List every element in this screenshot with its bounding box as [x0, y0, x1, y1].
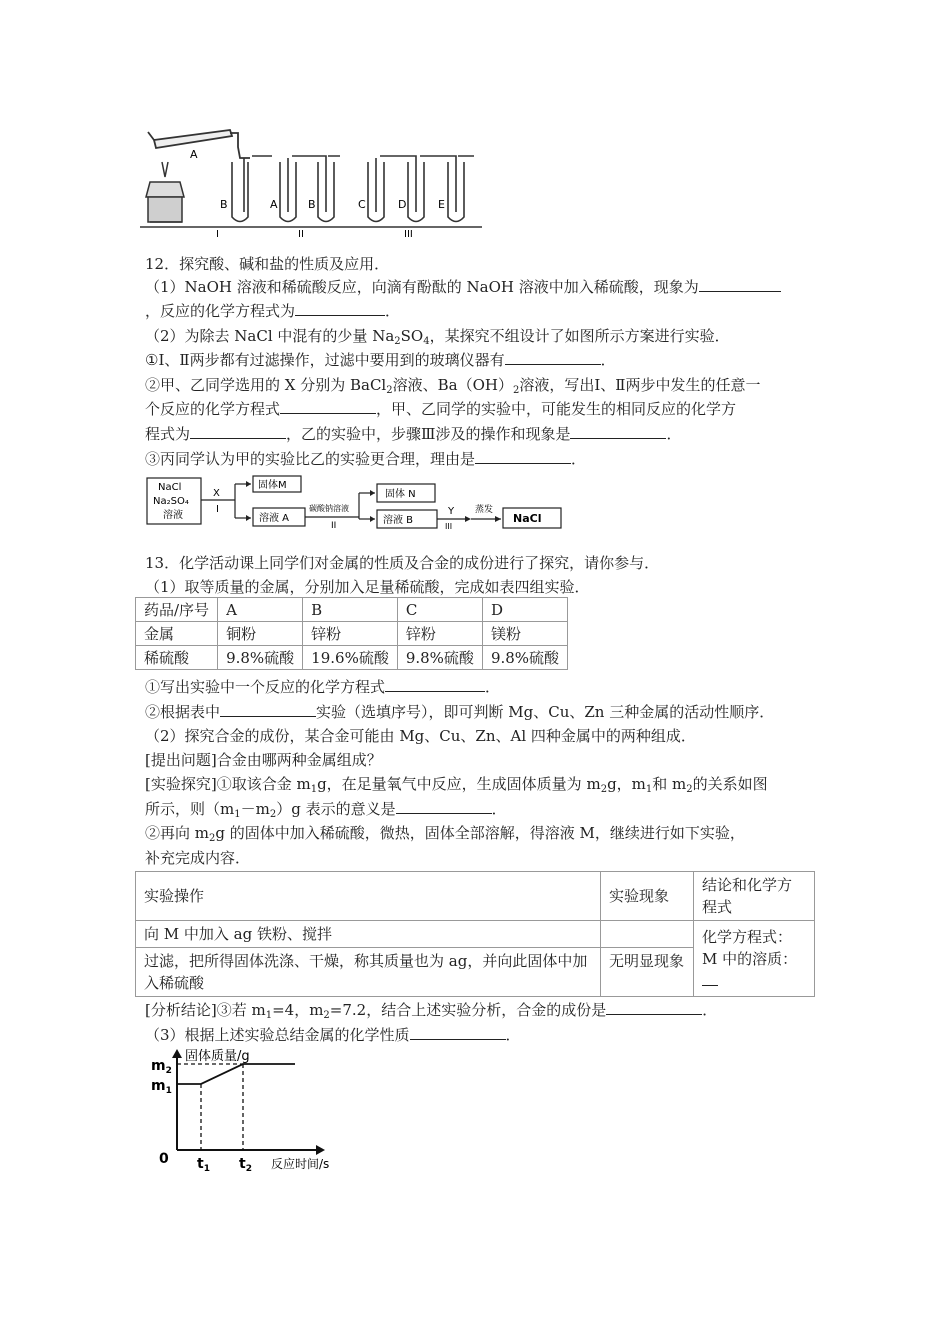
answer-blank[interactable] [385, 677, 485, 692]
table-cell: 药品/序号 [136, 598, 218, 622]
flow-start-na2so4: Na₂SO₄ [153, 496, 189, 507]
apparatus-label-b1: B [220, 198, 228, 211]
table-cell[interactable] [601, 921, 694, 948]
flow-evaporate: 蒸发 [475, 505, 494, 515]
q13-title: 13．化学活动课上同学们对金属的性质及合金的成份进行了探究，请你参与． [145, 554, 660, 572]
table-cell: 镁粉 [482, 622, 567, 646]
q13-question: [提出问题]合金由哪两种金属组成？ [145, 751, 382, 769]
apparatus-label-b2: B [308, 198, 316, 211]
apparatus-label-a1: A [190, 148, 198, 161]
origin-label: 0 [159, 1151, 169, 1167]
table-cell: 9.8%硫酸 [482, 646, 567, 670]
table-cell: B [303, 598, 398, 622]
table-header-phenomenon: 实验现象 [601, 872, 694, 921]
table-row [136, 622, 568, 646]
table-header-operation: 实验操作 [136, 872, 601, 921]
flow-solution-b: 溶液 B [383, 515, 414, 526]
flow-start-nacl: NaCl [158, 482, 182, 493]
answer-blank[interactable] [190, 424, 286, 439]
flow-solution-a: 溶液 A [259, 513, 290, 524]
table-cell: D [482, 598, 567, 622]
flow-end-nacl: NaCl [513, 512, 542, 525]
q12-title: 12．探究酸、碱和盐的性质及应用． [145, 255, 390, 273]
table-cell: 9.8%硫酸 [397, 646, 482, 670]
mass-time-graph [143, 1046, 371, 1176]
table-cell: 9.8%硫酸 [218, 646, 303, 670]
x-axis-arrow [316, 1145, 325, 1155]
apparatus-label-c: C [358, 198, 366, 211]
answer-blank[interactable] [570, 424, 666, 439]
flow-solid-n: 固体 N [385, 489, 416, 500]
q12-sub2-line2: 个反应的化学方程式 ，甲、乙同学的实验中，可能发生的相同反应的化学方 [145, 400, 737, 418]
answer-blank[interactable] [475, 449, 571, 464]
q13-explore2-line2: 补充完成内容． [145, 849, 251, 867]
apparatus-label-a2: A [270, 198, 278, 211]
table-cell: 锌粉 [397, 622, 482, 646]
q13-part1: （1）取等质量的金属，分别加入足量稀硫酸，完成如表四组实验． [145, 578, 590, 596]
table-cell-conclusion [694, 921, 815, 997]
q12-part1-line1: （1）NaOH 溶液和稀硫酸反应，向滴有酚酞的 NaOH 溶液中加入稀硫酸，现象为 [145, 277, 781, 297]
table-cell: 19.6%硫酸 [303, 646, 398, 670]
table-cell: A [218, 598, 303, 622]
apparatus-figure [140, 122, 482, 238]
stage-label-3: III [404, 229, 413, 238]
answer-blank[interactable] [699, 277, 781, 292]
flow-solid-m: 固体M [258, 480, 287, 491]
q13-a2: ②根据表中 实验（选填序号），即可判断 Mg、Cu、Zn 三种金属的活动性顺序． [145, 703, 775, 721]
q12-sub3: ③丙同学认为甲的实验比乙的实验更合理，理由是 ． [145, 450, 587, 468]
stage-label-1: I [216, 229, 219, 238]
conclusion-solute: M 中的溶质： [702, 948, 806, 992]
table-cell: 金属 [136, 622, 218, 646]
table-row [136, 646, 568, 670]
experiment-table [135, 871, 815, 997]
q13-explore2-line1: ②再向 $m_2g$ 的固体中加入稀硫酸，微热，固体全部溶解，得溶液 M，继续进行如下实验， [145, 824, 745, 844]
q13-conclusion: [分析结论]③若 $m_1=4$，$m_2=7.2$，结合上述实验分析，合金的成份是 ． [145, 1001, 718, 1021]
conclusion-equation: 化学方程式： [702, 927, 793, 946]
table-cell: 稀硫酸 [136, 646, 218, 670]
table-row [136, 598, 568, 622]
apparatus-label-d: D [398, 198, 407, 211]
q13-part3: （3）根据上述实验总结金属的化学性质 ． [145, 1026, 521, 1044]
q12-sub1: ①Ⅰ、Ⅱ两步都有过滤操作，过滤中要用到的玻璃仪器有 ． [145, 351, 616, 369]
table-cell: 向 M 中加入 ag 铁粉、搅拌 [136, 921, 601, 948]
metal-table [135, 597, 568, 670]
table-header-conclusion: 结论和化学方程式 [694, 872, 815, 921]
table-cell: 铜粉 [218, 622, 303, 646]
y-axis-label: 固体质量/g [185, 1049, 250, 1064]
x-axis-label: 反应时间/s [271, 1157, 330, 1171]
flow-diagram [145, 474, 565, 530]
table-cell: 锌粉 [303, 622, 398, 646]
table-cell: C [397, 598, 482, 622]
answer-blank[interactable] [220, 702, 316, 717]
q12-sub2-line1: ②甲、乙同学选用的 X 分别为 BaCl$_2$溶液、$Ba(OH)_2$溶液，写出Ⅰ、Ⅱ两步中发生的任意一 [145, 376, 761, 396]
answer-blank[interactable] [606, 1000, 702, 1015]
flow-step3: III [445, 522, 453, 530]
t2-label: $t_2$ [239, 1156, 252, 1174]
table-row [136, 872, 815, 921]
mass-curve [177, 1064, 295, 1084]
flow-step2: II [331, 521, 337, 530]
answer-blank[interactable] [396, 799, 492, 814]
y-axis-arrow [172, 1049, 182, 1058]
q12-sub2-line3: 程式为 ，乙的实验中，步骤Ⅲ涉及的操作和现象是 ． [145, 425, 682, 443]
answer-blank[interactable] [505, 350, 601, 365]
m2-label: $m_2$ [151, 1058, 172, 1076]
answer-blank[interactable] [410, 1025, 506, 1040]
q13-explore-line2: 所示，则$(m_1-m_2)g$ 表示的意义是 ． [145, 800, 507, 820]
t1-label: $t_1$ [197, 1156, 210, 1174]
q12-part1-line2: ，反应的化学方程式为 ． [145, 302, 401, 320]
flow-step1: I [216, 504, 219, 515]
q13-explore-line1: [实验探究]①取该合金 $m_1g$，在足量氧气中反应，生成固体质量为 $m_2g$，$m_1$和 $m_2$的关系如图 [145, 775, 768, 795]
q13-a1: ①写出实验中一个反应的化学方程式 ． [145, 678, 501, 696]
flow-x-label: X [213, 488, 220, 499]
flow-start-solution: 溶液 [163, 510, 183, 521]
table-cell: 无明显现象 [601, 948, 694, 997]
m1-label: $m_1$ [151, 1078, 172, 1096]
stage-label-2: II [298, 229, 304, 238]
apparatus-label-e: E [438, 198, 445, 211]
flow-reagent: 碳酸钠溶液 [309, 504, 349, 513]
q13-part2: （2）探究合金的成份，某合金可能由 Mg、Cu、Zn、Al 四种金属中的两种组成． [145, 727, 696, 745]
table-row [136, 921, 815, 948]
answer-blank[interactable] [295, 301, 385, 316]
table-cell: 过滤，把所得固体洗涤、干燥，称其质量也为 ag，并向此固体中加入稀硫酸 [136, 948, 601, 997]
answer-blank[interactable] [702, 971, 718, 986]
answer-blank[interactable] [280, 399, 376, 414]
q12-part2: （2）为除去 NaCl 中混有的少量 $Na_2SO_4$，某探究不组设计了如图所示方案进行实验． [145, 327, 730, 347]
flow-y-label: Y [448, 506, 455, 517]
